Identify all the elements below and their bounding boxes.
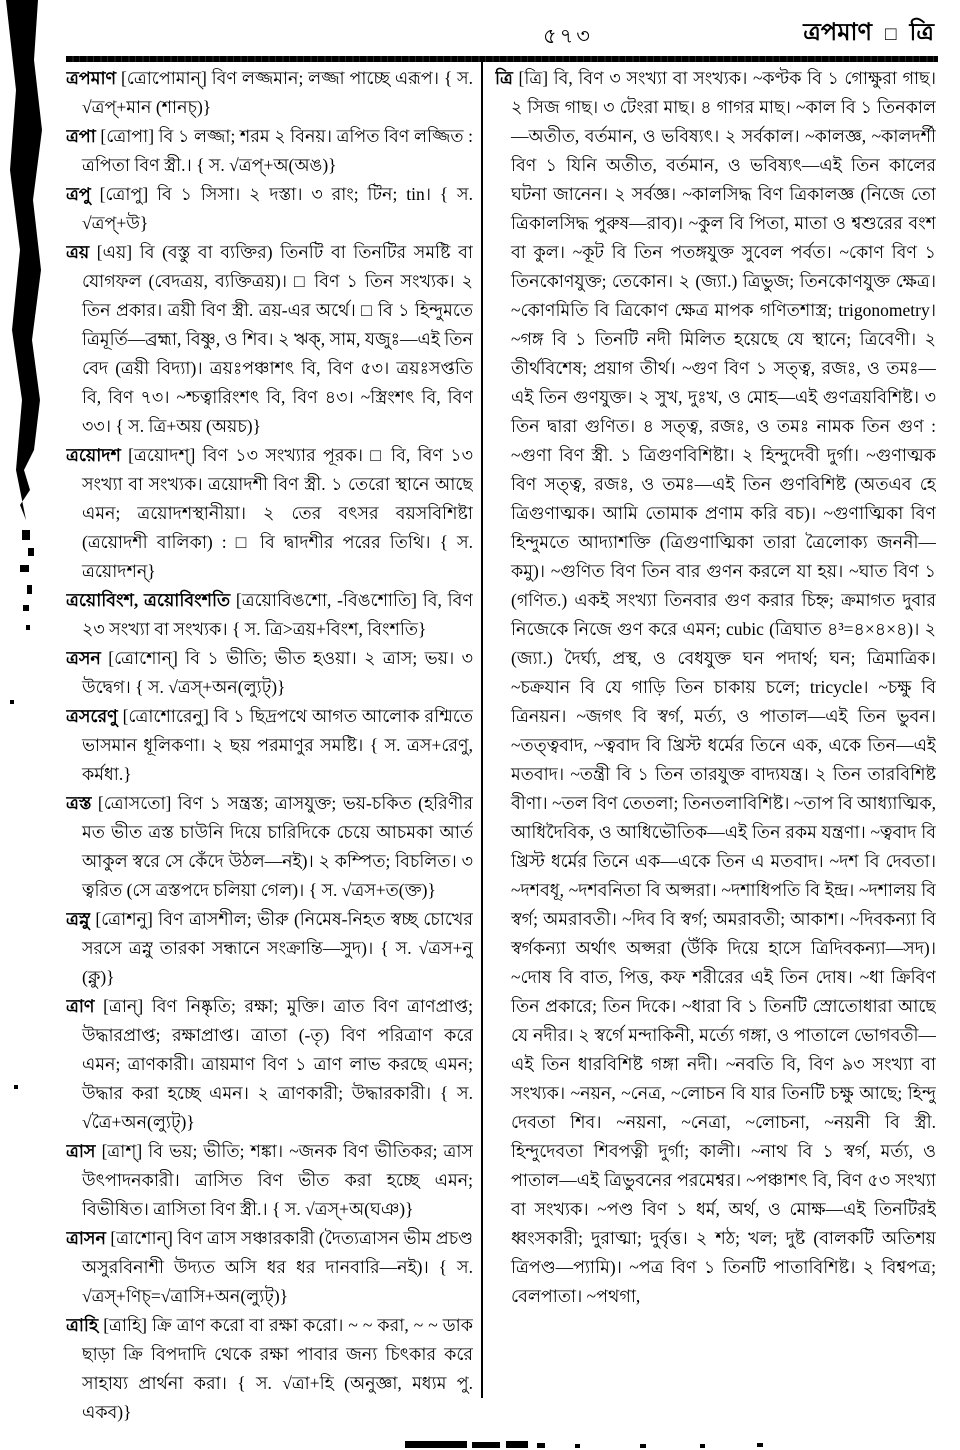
entry-body: [ত্রোশনু] বিণ ত্রাসশীল; ভীরু (নিমেষ-নিহত স্বচ্ছ চোখের সরসে ত্রস্নু তারকা সন্ধানে সংক্রান্তি—সুদ)। { স. √ত্রস+নু (ক্নু)} xyxy=(82,909,473,987)
headword: ত্রাসন xyxy=(66,1228,106,1248)
headword: ত্রসন xyxy=(66,648,101,668)
headword: ত্রপমাণ xyxy=(66,68,117,88)
entry-body: [এয়] বি (বস্তু বা ব্যক্তির) তিনটি বা তিনটির সমষ্টি বা যোগফল (বেদত্রয়, ব্যক্তিত্রয়)। □ বিণ ১ তিন সংখ্যক। ২ তিন প্রকার। ত্রয়ী বিণ স্ত্রী. ত্রয়-এর অর্থে। □ বি ১ হিন্দুমতে ত্রিমূর্তি—ব্রহ্মা, বিষ্ণু, ও শিব। ২ ঋক্, সাম, যজুঃ—এই তিন বেদ (ত্রয়ী বিদ্যা)। ত্রয়ঃপঞ্চাশৎ বি, বিণ ৫৩। ত্রয়ঃসপ্ততি বি, বিণ ৭৩। ~শ্চত্বারিংশৎ বি, বিণ ৪৩। ~স্ত্রিংশৎ বি, বিণ ৩৩। { স. ত্রি+অয় (অয়চ)} xyxy=(82,242,473,436)
headword: ত্রপু xyxy=(66,184,91,204)
entry-body: [ত্রোপোমান্] বিণ লজ্জমান; লজ্জা পাচ্ছে এরূপ। { স. √ত্রপ্+মান (শানচ্)} xyxy=(82,68,473,117)
headword: ত্রয় xyxy=(66,242,90,262)
entry-body: [ত্রি] বি, বিণ ৩ সংখ্যা বা সংখ্যক। ~কণ্টক বি ১ গোক্ষুরা গাছ। ২ সিজ গাছ। ৩ টেংরা মাছ। ৪ গাগর মাছ। ~কাল বি ১ তিনকাল—অতীত, বর্তমান, ও ভবিষ্যৎ। ২ সর্বকাল। ~কালজ্ঞ, ~কালদর্শী বিণ ১ যিনি অতীত, বর্তমান, ও ভবিষ্যৎ—এই তিন কালের ঘটনা জানেন। ২ সর্বজ্ঞ। ~কালসিদ্ধ বিণ ত্রিকালজ্ঞ (নিজে তো ত্রিকালসিদ্ধ পুরুষ—রাব)। ~কুল বি পিতা, মাতা ও শ্বশুরের বংশ বা কুল। ~কূট বি তিন পতঙ্গযুক্ত সুবেল পর্বত। ~কোণ বিণ ১ তিনকোণযুক্ত; তেকোন। ২ (জ্যা.) ত্রিভুজ; তিনকোণযুক্ত ক্ষেত্র। ~কোণমিতি বি ত্রিকোণ ক্ষেত্র মাপক গণিতশাস্ত্র; trigonometry। ~গঙ্গ বি ১ তিনটি নদী মিলিত হয়েছে যে স্থানে; ত্রিবেণী। ২ তীর্থবিশেষ; প্রয়াগ তীর্থ। ~গুণ বিণ ১ সত্ত্ব, রজঃ, ও তমঃ—এই তিন গুণযুক্ত। ২ সুখ, দুঃখ, ও মোহ—এই গুণত্রয়বিশিষ্ট। ৩ তিন দ্বারা গুণিত। ৪ সত্ত্ব, রজঃ, ও তমঃ নামক তিন গুণ : ~গুণা বিণ স্ত্রী. ১ ত্রিগুণবিশিষ্টা। ২ হিন্দুদেবী দুর্গা। ~গুণাত্মক বিণ সত্ত্ব, রজঃ, ও তমঃ—এই তিন গুণবিশিষ্ট (অতএব হে ত্রিগুণাত্মক। আমি তোমাক প্রণাম করি বচ)। ~গুণাত্মিকা বিণ হিন্দুমতে আদ্যাশক্তি (ত্রিগুণাত্মিকা তারা ত্রৈলোক্য জননী—কমু)। ~গুণিত বিণ তিন বার গুণন করলে যা হয়। ~ঘাত বিণ ১ (গণিত.) একই সংখ্যা তিনবার গুণ করার চিহ্ন; ক্রমাগত দুবার নিজেকে নিজে গুণ করে এমন; cubic (ত্রিঘাত ৪³=৪×৪×৪)। ২ (জ্যা.) দৈর্ঘ্য, প্রস্থ, ও বেধযুক্ত ঘন পদার্থ; ঘন; ত্রিমাত্রিক। ~চক্রযান বি যে গাড়ি তিন চাকায় চলে; tricycle। ~চক্ষু বি ত্রিনয়ন। ~জগৎ বি স্বর্গ, মর্ত্য, ও পাতাল—এই তিন ভুবন। ~তত্ত্ববাদ, ~ত্ববাদ বি খ্রিস্ট ধর্মের তিনে এক, একে তিন—এই মতবাদ। ~তন্ত্রী বি ১ তিন তারযুক্ত বাদ্যযন্ত্র। ২ তিন তারবিশিষ্ট বীণা। ~তল বিণ তেতলা; তিনতলাবিশিষ্ট। ~তাপ বি আধ্যাত্মিক, আধিদৈবিক, ও আধিভৌতিক—এই তিন রকম যন্ত্রণা। ~ত্ববাদ বি খ্রিস্ট ধর্মের তিনে এক—একে তিন এ মতবাদ। ~দশ বি দেবতা। ~দশবধূ, ~দশবনিতা বি অপ্সরা। ~দশাধিপতি বি ইন্দ্র। ~দশালয় বি স্বর্গ; অমরাবতী। ~দিব বি স্বর্গ; অমরাবতী; আকাশ। ~দিবকন্যা বি স্বর্গকন্যা অর্থাৎ অপ্সরা (উঁকি দিয়ে হাসে ত্রিদিবকন্যা—সদ)। ~দোষ বি বাত, পিত্ত, কফ শরীরের এই তিন দোষ। ~ধা ক্রিবিণ তিন প্রকারে; তিন দিকে। ~ধারা বি ১ তিনটি স্রোতোধারা আছে যে নদীর। ২ স্বর্গে মন্দাকিনী, মর্ত্যে গঙ্গা, ও পাতালে ভোগবতী—এই তিন ধারবিশিষ্ট গঙ্গা নদী। ~নবতি বি, বিণ ৯৩ সংখ্যা বা সংখ্যক। ~নয়ন, ~নেত্র, ~লোচন বি যার তিনটি চক্ষু আছে; হিন্দু দেবতা শিব। ~নয়না, ~নেত্রা, ~লোচনা, ~নয়নী বি স্ত্রী. হিন্দুদেবতা শিবপত্নী দুর্গা; কালী। ~নাথ বি ১ স্বর্গ, মর্ত্য, ও পাতাল—এই ত্রিভুবনের পরমেশ্বর। ~পঞ্চাশৎ বি, বিণ ৫৩ সংখ্যা বা সংখ্যক। ~পণ্ড বিণ ১ ধর্ম, অর্থ, ও মোক্ষ—এই তিনটিরই ধ্বংসকারী; দুরাত্মা; দুর্বৃত্ত। ২ শঠ; খল; দুষ্ট (বালকটি অতিশয় ত্রিপণ্ড—প্যামি)। ~পত্র বিণ ১ তিনটি পাতাবিশিষ্ট। ২ বিশ্বপত্র; বেলপাতা। ~পথগা, xyxy=(511,68,936,1306)
headword: ত্রপা xyxy=(66,126,96,146)
entry-body: [ত্রাশোন্] বিণ ত্রাস সঞ্চারকারী (দৈত্যত্রাসন ভীম প্রচণ্ড অসুরবিনাশী উদ্যত অসি ধর ধর দানবারি—নই)। { স. √ত্রস্+ণিচ্=√ত্রাসি+অন(ল্যুট্)} xyxy=(82,1228,473,1306)
entry-body: [ত্রাশ্] বি ভয়; ভীতি; শঙ্কা। ~জনক বিণ ভীতিকর; ত্রাস উৎপাদনকারী। ত্রাসিত বিণ ভীত করা হচ্ছে এমন; বিভীষিত। ত্রাসিতা বিণ স্ত্রী.। { স. √ত্রস্+অ(ঘঞ)} xyxy=(82,1141,473,1219)
headword: ত্রি xyxy=(495,68,513,88)
entry-body: [ত্রান্] বিণ নিষ্কৃতি; রক্ষা; মুক্তি। ত্রাত বিণ ত্রাণপ্রাপ্ত; উদ্ধারপ্রাপ্ত; রক্ষাপ্রাপ্ত। ত্রাতা (-তৃ) বিণ পরিত্রাণ করে এমন; ত্রাণকারী। ত্রায়মাণ বিণ ১ ত্রাণ লাভ করছে এমন; উদ্ধার করা হচ্ছে এমন। ২ ত্রাণকারী; উদ্ধারকারী। { স. √ত্রৈ+অন(ল্যুট্)} xyxy=(82,996,473,1132)
headword: ত্রস্ত xyxy=(66,793,92,813)
running-head-word-from: ত্রপমাণ xyxy=(803,20,873,46)
entry-body: [ত্রোশোরেনু] বি ১ ছিদ্রপথে আগত আলোক রশ্মিতে ভাসমান ধূলিকণা। ২ ছয় পরমাণুর সমষ্টি। { স. ত্রস+রেণু, কর্মধা.} xyxy=(82,706,473,784)
headword: ত্রয়োদশ xyxy=(66,445,121,465)
headword: ত্রাস xyxy=(66,1141,96,1161)
entry-body: [ত্রাহি] ক্রি ত্রাণ করো বা রক্ষা করো। ~ ~ করা, ~ ~ ডাক ছাড়া ক্রি বিপদাদি থেকে রক্ষা পাবার জন্য চিৎকার করে সাহায্য প্রার্থনা করা। { স. √ত্রা+হি (অনুজ্ঞা, মধ্যম পু. একব)} xyxy=(82,1315,473,1422)
headword: ত্রস্নু xyxy=(66,909,90,929)
entry-body: [ত্রোসতো] বিণ ১ সন্ত্রস্ত; ত্রাসযুক্ত; ভয়-চকিত (হরিণীর মত ভীত ত্রস্ত চাউনি দিয়ে চারিদিকে চেয়ে আচমকা আর্ত আকুল স্বরে সে কেঁদে উঠল—নই)। ২ কম্পিত; বিচলিত। ৩ ত্বরিত (সে ত্রস্তপদে চলিয়া গেল)। { স. √ত্রস+ত(ক্ত)} xyxy=(82,793,473,900)
entry-body: [ত্রোপা] বি ১ লজ্জা; শরম ২ বিনয়। ত্রপিত বিণ লজ্জিত : ত্রপিতা বিণ স্ত্রী.। { স. √ত্রপ্+অ(অঙ)} xyxy=(82,126,473,175)
entry-body: [ত্রয়োবিঙশো, -বিঙশোতি] বি, বিণ ২৩ সংখ্যা বা সংখ্যক। { স. ত্রি>ত্রয়+বিংশ, বিংশতি} xyxy=(82,590,473,639)
square-separator-icon: □ xyxy=(885,24,897,45)
entry-body: [ত্রয়োদশ্] বিণ ১৩ সংখ্যার পূরক। □ বি, বিণ ১৩ সংখ্যা বা সংখ্যক। ত্রয়োদশী বিণ স্ত্রী. ১ তেরো স্থানে আছে এমন; ত্রয়োদশস্থানীয়া। ২ তের বৎসর বয়সবিশিষ্টা (ত্রয়োদশী বালিকা) : □ বি দ্বাদশীর পরের তিথি। { স. ত্রয়োদশন্} xyxy=(82,445,473,581)
headword: ত্রয়োবিংশ, ত্রয়োবিংশতি xyxy=(66,590,231,610)
headword: ত্রাহি xyxy=(66,1315,99,1335)
headword: ত্রসরেণু xyxy=(66,706,118,726)
headword: ত্রাণ xyxy=(66,996,95,1016)
running-head-word-to: ত্রি xyxy=(909,20,934,46)
entry-body: [ত্রোশোন্] বি ১ ভীতি; ভীত হওয়া। ২ ত্রাস; ভয়। ৩ উদ্বেগ। { স. √ত্রস্+অন(ল্যুট্)} xyxy=(82,648,473,697)
page-number: ৫৭৩ xyxy=(543,24,593,48)
entry-body: [ত্রোপু] বি ১ সিসা। ২ দস্তা। ৩ রাং; টিন; tin। { স. √ত্রপ্+উ} xyxy=(82,184,473,233)
